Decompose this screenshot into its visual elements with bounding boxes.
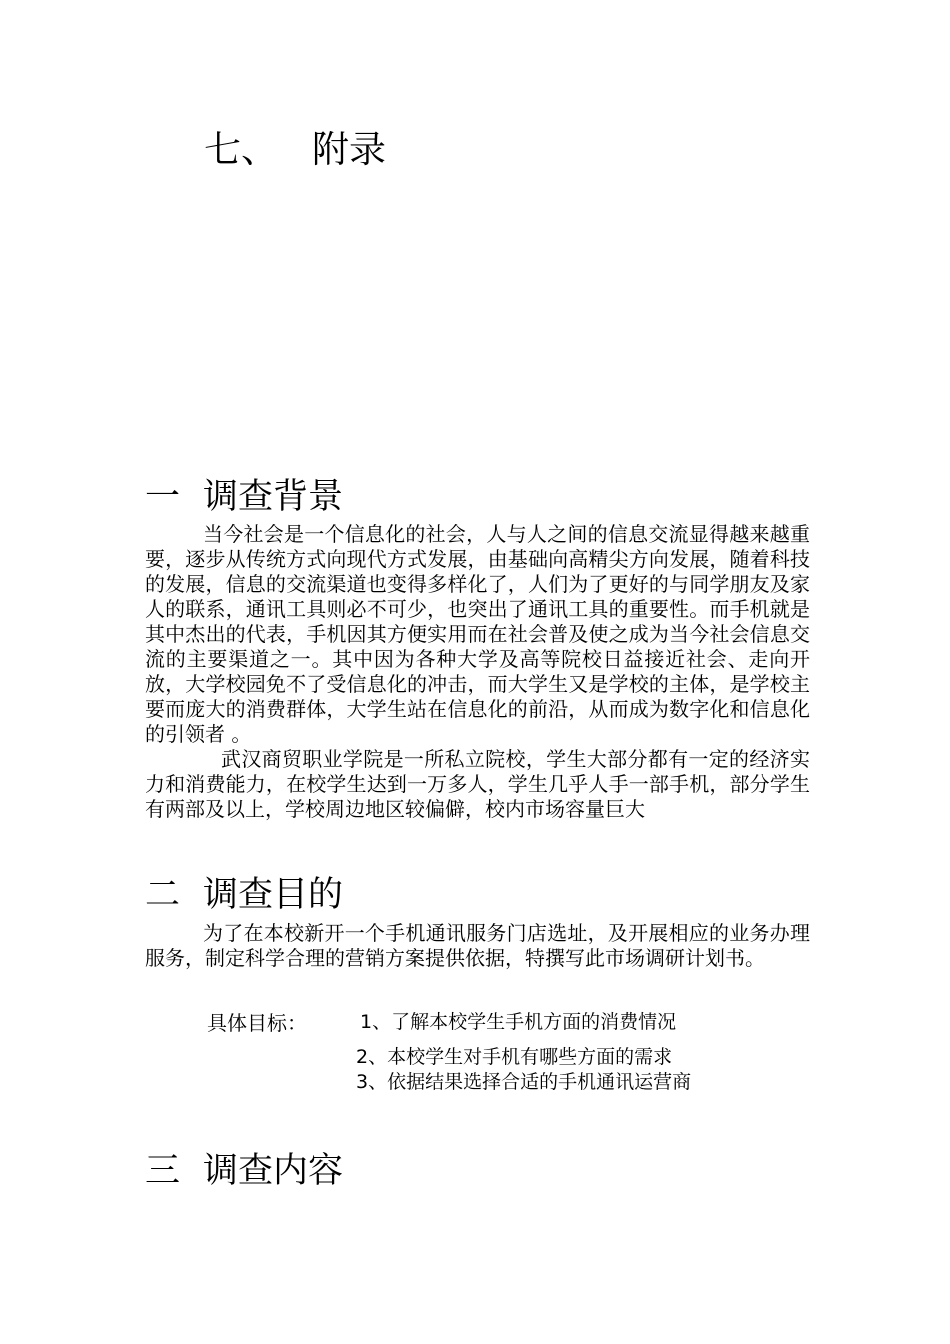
- section-title: 调查内容: [203, 1151, 344, 1191]
- section-number: 一: [145, 477, 181, 517]
- section-heading-content: [145, 1150, 343, 1192]
- appendix-number: 七、: [204, 128, 278, 171]
- background-paragraph-2: 武汉商贸职业学院是一所私立院校，学生大部分都有一定的经济实力和消费能力，在校学生达到一万多人，学生几乎人手一部手机，部分学生有两部及以上，学校周边地区较偏僻，校内市场容量巨大: [145, 747, 810, 821]
- target-item-3: 3、依据结果选择合适的手机通讯运营商: [356, 1071, 692, 1093]
- section-heading-purpose: [145, 874, 343, 916]
- target-item-2: 2、本校学生对手机有哪些方面的需求: [356, 1046, 673, 1068]
- section-title: 调查背景: [203, 477, 344, 517]
- appendix-heading: [204, 128, 386, 172]
- background-paragraph-1: 当今社会是一个信息化的社会，人与人之间的信息交流显得越来越重要，逐步从传统方式向现代方式发展，由基础向高精尖方向发展，随着科技的发展，信息的交流渠道也变得多样化了，人们为了更好的与同学朋友及家人的联系，通讯工具则必不可少，也突出了通讯工具的重要性。而手机就是其中杰出的代表，手机因其方便实用而在社会普及使之成为当今社会信息交流的主要渠道之一。其中因为各种大学及高等院校日益接近社会、走向开放，大学校园免不了受信息化的冲击，而大学生又是学校的主体，是学校主要而庞大的消费群体，大学生站在信息化的前沿，从而成为数字化和信息化的引领者 。: [145, 522, 810, 746]
- section-heading-background: [145, 476, 343, 518]
- target-item-1: 1、了解本校学生手机方面的消费情况: [360, 1011, 677, 1033]
- section-number: 二: [145, 875, 181, 915]
- section-title: 调查目的: [203, 875, 344, 915]
- section-number: 三: [145, 1151, 181, 1191]
- purpose-paragraph: 为了在本校新开一个手机通讯服务门店选址，及开展相应的业务办理服务，制定科学合理的营销方案提供依据，特撰写此市场调研计划书。: [145, 921, 810, 970]
- appendix-title: 附录: [312, 128, 386, 171]
- targets-label: 具体目标：: [207, 1011, 307, 1035]
